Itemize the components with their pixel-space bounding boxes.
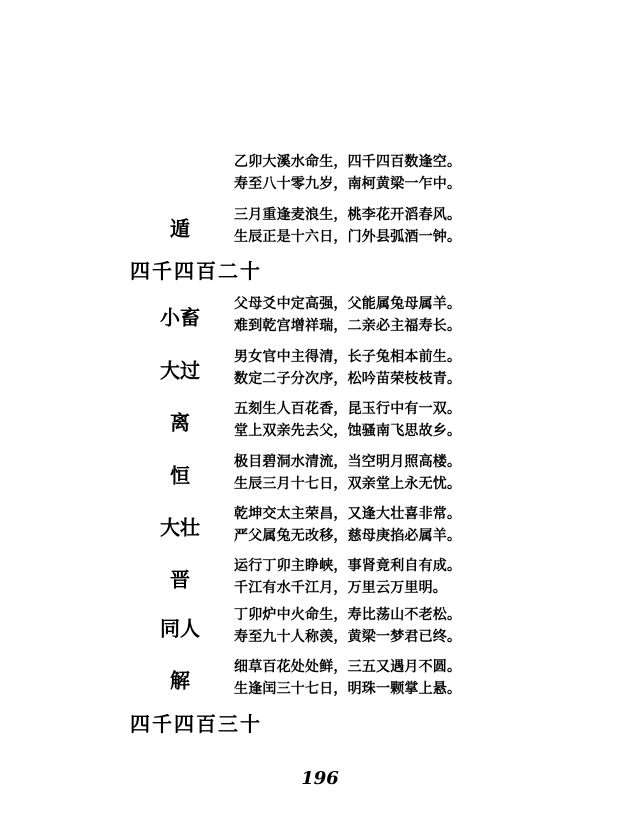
verse-line: 极目碧洞水清流，当空明月照高楼。 — [234, 454, 462, 470]
verse-entry — [0, 347, 640, 391]
verse-entry — [0, 399, 640, 443]
verse-entry — [0, 504, 640, 548]
hexagram-name: 同人 — [160, 616, 200, 641]
verse-entry — [0, 556, 640, 600]
verse-line: 生逢闰三十七日，明珠一颗掌上悬。 — [234, 681, 462, 697]
verse-line: 细草百花处处鲜，三五又遇月不圆。 — [234, 659, 462, 675]
hexagram-name: 晋 — [170, 567, 190, 592]
verse-entry — [0, 205, 640, 249]
verse-entry — [0, 152, 640, 196]
verse-line: 五刻生人百花香，昆玉行中有一双。 — [234, 401, 462, 417]
verse-line: 父母爻中定高强，父能属兔母属羊。 — [234, 296, 462, 312]
hexagram-name: 遁 — [170, 216, 190, 241]
verse-line: 生辰正是十六日，门外县弧酒一钟。 — [234, 229, 462, 245]
verse-entry — [0, 605, 640, 649]
verse-line: 千江有水千江月，万里云万里明。 — [234, 580, 447, 596]
verse-line: 难到乾宫增祥瑞，二亲必主福寿长。 — [234, 318, 462, 334]
hexagram-name: 离 — [170, 410, 190, 435]
verse-line: 寿至九十人称羡，黄梁一梦君已终。 — [234, 629, 462, 645]
hexagram-name: 大壮 — [160, 515, 200, 540]
page-number: 196 — [301, 768, 339, 789]
verse-entry — [0, 294, 640, 338]
hexagram-name: 小畜 — [160, 305, 200, 330]
hexagram-name: 大过 — [160, 358, 200, 383]
hexagram-name: 恒 — [170, 463, 190, 488]
hexagram-name: 解 — [170, 668, 190, 693]
verse-entry — [0, 452, 640, 496]
verse-line: 生辰三月十七日，双亲堂上永无忧。 — [234, 476, 462, 492]
verse-line: 堂上双亲先去父，蚀骚南飞思故乡。 — [234, 423, 462, 439]
verse-line: 寿至八十零九岁，南柯黄梁一乍中。 — [234, 176, 462, 192]
verse-line: 男女官中主得清，长子兔相本前生。 — [234, 349, 462, 365]
verse-line: 严父属兔无改移，慈母庚掐必属羊。 — [234, 528, 462, 544]
verse-line: 数定二子分次序，松吟苗荣枝枝青。 — [234, 371, 462, 387]
verse-line: 乙卯大溪水命生，四千四百数逢空。 — [234, 154, 462, 170]
section-heading: 四千四百三十 — [130, 712, 262, 736]
verse-line: 运行丁卯主睁峡，事肾竟利自有成。 — [234, 558, 462, 574]
verse-line: 丁卯炉中火命生，寿比荡山不老松。 — [234, 607, 462, 623]
section-heading: 四千四百二十 — [130, 259, 262, 283]
verse-line: 乾坤交太主荣昌，又逢大壮喜非常。 — [234, 506, 462, 522]
verse-line: 三月重逢麦浪生，桃李花开滔春风。 — [234, 207, 462, 223]
verse-entry — [0, 657, 640, 701]
